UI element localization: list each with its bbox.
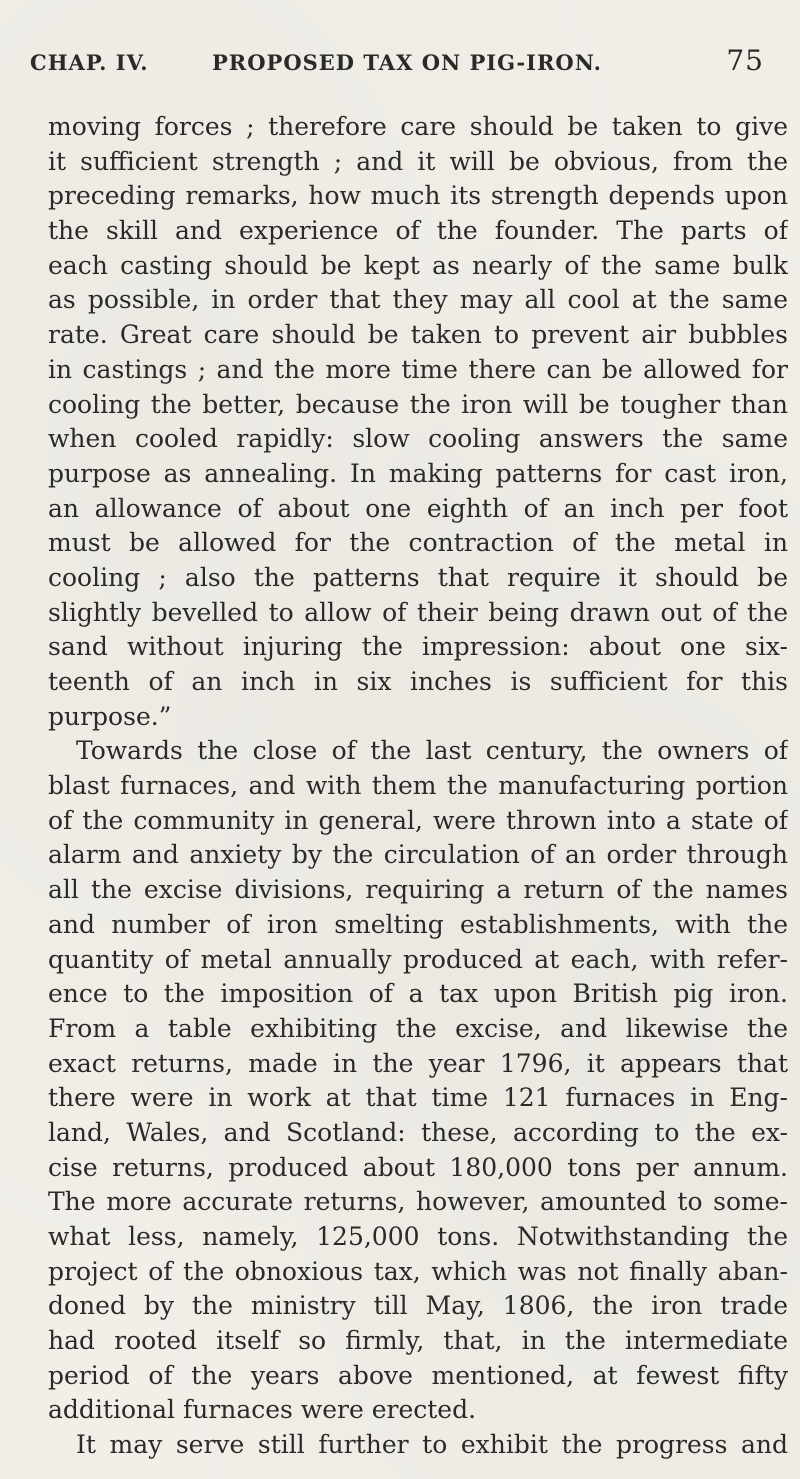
text-line: cooling ; also the patterns that require it should be [48, 562, 788, 592]
text-line: additional furnaces were erected. [48, 1395, 477, 1425]
body-text [48, 110, 788, 1463]
text-line: sand without injuring the impression: about one six- [48, 632, 788, 662]
text-line: the skill and experience of the founder. The parts of [48, 216, 788, 246]
text-line: an allowance of about one eighth of an inch per foot [48, 493, 788, 523]
paragraph-start-line: It may serve still further to exhibit the progress and [76, 1430, 788, 1460]
text-line: what less, namely, 125,000 tons. Notwithstanding the [48, 1222, 788, 1251]
text-line: in castings ; and the more time there can be allowed for [48, 354, 788, 384]
text-line: and number of iron smelting establishments, with the [48, 909, 788, 939]
text-line: cooling the better, because the iron will be tougher than [48, 389, 788, 419]
text-line: period of the years above mentioned, at fewest fifty [48, 1360, 788, 1390]
text-line: of the community in general, were thrown into a state of [48, 805, 788, 835]
text-line: each casting should be kept as nearly of the same bulk [48, 250, 788, 280]
text-line: rate. Great care should be taken to prevent air bubbles [48, 320, 788, 350]
text-line: purpose as annealing. In making patterns for cast iron, [48, 458, 788, 488]
text-line: there were in work at that time 121 furnaces in Eng- [48, 1083, 788, 1113]
text-line: when cooled rapidly: slow cooling answers the same [48, 424, 788, 454]
text-line: had rooted itself so firmly, that, in the intermediate [48, 1326, 788, 1356]
text-line: blast furnaces, and with them the manufacturing portion [48, 771, 788, 801]
text-line: all the excise divisions, requiring a return of the names [48, 875, 788, 905]
text-line: ence to the imposition of a tax upon British pig iron. [48, 979, 788, 1009]
text-line: doned by the ministry till May, 1806, the iron trade [48, 1291, 788, 1321]
text-line: it sufficient strength ; and it will be obvious, from the [48, 146, 788, 176]
text-line: quantity of metal annually produced at each, with refer- [48, 944, 788, 974]
text-line: The more accurate returns, however, amounted to some- [48, 1187, 788, 1217]
text-line: moving forces ; therefore care should be taken to give [48, 112, 788, 141]
text-line: slightly bevelled to allow of their being drawn out of the [48, 597, 788, 627]
text-line: alarm and anxiety by the circulation of an order through [48, 840, 788, 870]
text-line: cise returns, produced about 180,000 tons per annum. [48, 1152, 788, 1182]
page-number: 75 [726, 44, 764, 77]
text-line: must be allowed for the contraction of the metal in [48, 528, 788, 558]
text-line: preceding remarks, how much its strength depends upon [48, 181, 788, 211]
text-line: project of the obnoxious tax, which was not finally aban- [48, 1256, 788, 1286]
running-head [30, 44, 764, 84]
text-line: exact returns, made in the year 1796, it appears that [48, 1048, 788, 1078]
text-line: land, Wales, and Scotland: these, according to the ex- [48, 1117, 788, 1147]
paragraph-start-line: Towards the close of the last century, the owners of [76, 736, 788, 766]
text-line: purpose.” [48, 701, 172, 731]
text-line: as possible, in order that they may all cool at the same [48, 285, 788, 315]
text-line: teenth of an inch in six inches is sufficient for this [48, 667, 788, 696]
page-title: PROPOSED TAX ON PIG-IRON. [212, 50, 602, 75]
chapter-label: CHAP. IV. [30, 50, 149, 75]
text-line: From a table exhibiting the excise, and likewise the [48, 1013, 788, 1043]
